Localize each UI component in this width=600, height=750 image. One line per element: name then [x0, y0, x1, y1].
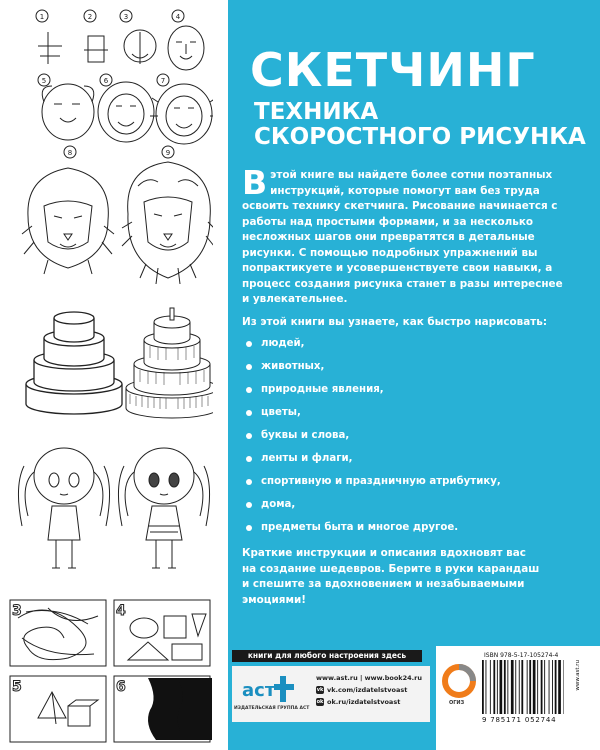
list-item-label: людей, [261, 338, 305, 349]
list-item [246, 453, 353, 464]
ogiz-label: ОГИЗ [449, 700, 465, 706]
step-number: 9 [165, 149, 171, 157]
list-item [246, 476, 501, 487]
list-item [246, 430, 349, 441]
list-item [246, 384, 384, 395]
book-subtitle-line2: СКОРОСТНОГО РИСУНКА [254, 124, 586, 150]
shapes-illustration [8, 598, 213, 744]
step-number: 8 [67, 149, 73, 157]
isbn: ISBN 978-5-17-105274-4 [484, 652, 559, 659]
barcode-bar [537, 660, 538, 714]
bullet-dot-icon [246, 410, 252, 416]
barcode-bar [529, 660, 531, 714]
barcode-bar [497, 660, 498, 714]
barcode-bar [527, 660, 528, 714]
puzzle-number: 5 [12, 679, 22, 695]
puzzle-number: 3 [12, 603, 22, 619]
intro-text: этой книге вы найдете более сотни поэтапных инструкций, которые помогут вам без труда освоить технику скетчинга. Рисование начинается с работы над простыми формами, и за несколько несложных шагов они превратятся в детальные рисунки. С помощью подробных упражнений вы попрактикуете и усовершенствуете свои навыки, а процесс создания рисунка станет в разы интереснее и увлекательнее. [242, 169, 563, 305]
bullet-dot-icon [246, 364, 252, 370]
illustration-column [0, 0, 228, 750]
list-item [246, 499, 295, 510]
vertical-site: www.ast.ru [575, 660, 581, 691]
vk-icon: vk [316, 687, 324, 693]
vk-link-label: vk.com/izdatelstvoast [327, 686, 408, 694]
list-item-label: предметы быта и многое другое. [261, 522, 459, 533]
barcode-bar [564, 660, 565, 714]
barcode-bar [558, 660, 561, 714]
ok-link-label: ok.ru/izdatelstvoast [327, 698, 401, 706]
list-item [246, 522, 458, 533]
list-item-label: животных, [261, 361, 325, 372]
intro-paragraph [242, 163, 572, 308]
list-lead: Из этой книги вы узнаете, как быстро нарисовать: [242, 316, 547, 328]
publisher-name: ИЗДАТЕЛЬСКАЯ ГРУППА АСТ [234, 706, 310, 711]
barcode-bar [490, 660, 491, 714]
lion-steps-illustration [8, 6, 213, 294]
ok-link[interactable] [316, 696, 422, 708]
barcode-bar [519, 660, 520, 714]
ast-logo-text: аст [242, 680, 276, 701]
outro-paragraph [242, 546, 582, 608]
step-number: 6 [103, 77, 109, 85]
bullet-dot-icon [246, 433, 252, 439]
list-item-label: спортивную и праздничную атрибутику, [261, 476, 501, 487]
step-number: 1 [39, 13, 45, 21]
barcode-bar [521, 660, 523, 714]
list-item [246, 338, 305, 349]
puzzle-number: 4 [116, 603, 126, 619]
publisher-links [316, 672, 422, 708]
book-subtitle-line1: ТЕХНИКА [254, 99, 379, 125]
barcode-bar [500, 660, 503, 714]
list-item-label: природные явления, [261, 384, 384, 395]
barcode-bar [482, 660, 484, 714]
barcode-bar [541, 660, 543, 714]
step-number: 5 [41, 77, 47, 85]
barcode-bar [504, 660, 506, 714]
girls-illustration [8, 436, 213, 584]
outro-line: Краткие инструкции и описания вдохновят вас [242, 547, 526, 559]
dropcap: В [242, 163, 268, 202]
step-number: 4 [175, 13, 181, 21]
bullet-dot-icon [246, 502, 252, 508]
barcode-bar [549, 660, 550, 714]
barcode-bar [552, 660, 553, 714]
barcode-bar [555, 660, 557, 714]
bullet-dot-icon [246, 456, 252, 462]
step-number: 2 [87, 13, 93, 21]
puzzle-number: 6 [116, 679, 126, 695]
list-item-label: цветы, [261, 407, 301, 418]
vk-link[interactable] [316, 684, 422, 696]
barcode-digits: 9 785171 052744 [482, 716, 557, 724]
barcode-bar [507, 660, 508, 714]
barcode-bar [486, 660, 487, 714]
outro-line: и спешите за вдохновением и незабываемыми эмоциями! [242, 578, 525, 606]
barcode-bar [533, 660, 536, 714]
cake-illustration [8, 304, 213, 428]
barcode-bar [511, 660, 514, 714]
list-item [246, 407, 301, 418]
list-item-label: буквы и слова, [261, 430, 350, 441]
ogiz-logo-icon [442, 664, 476, 698]
barcode [480, 660, 564, 716]
ok-icon: ok [316, 699, 324, 705]
tagline-banner: книги для любого настроения здесь [232, 650, 422, 662]
step-number: 7 [160, 77, 166, 85]
website-links[interactable]: www.ast.ru | www.book24.ru [316, 674, 422, 682]
bullet-dot-icon [246, 387, 252, 393]
ast-logo-icon [240, 672, 300, 706]
barcode-bar [544, 660, 545, 714]
list-item [246, 361, 324, 372]
bullet-dot-icon [246, 479, 252, 485]
list-item-label: дома, [261, 499, 296, 510]
bullet-dot-icon [246, 341, 252, 347]
outro-line: на создание шедевров. Берите в руки карандаш [242, 562, 540, 575]
bullet-dot-icon [246, 525, 252, 531]
barcode-bar [493, 660, 495, 714]
list-item-label: ленты и флаги, [261, 453, 353, 464]
book-title: СКЕТЧИНГ [250, 43, 536, 97]
barcode-bar [515, 660, 516, 714]
step-number: 3 [123, 13, 129, 21]
